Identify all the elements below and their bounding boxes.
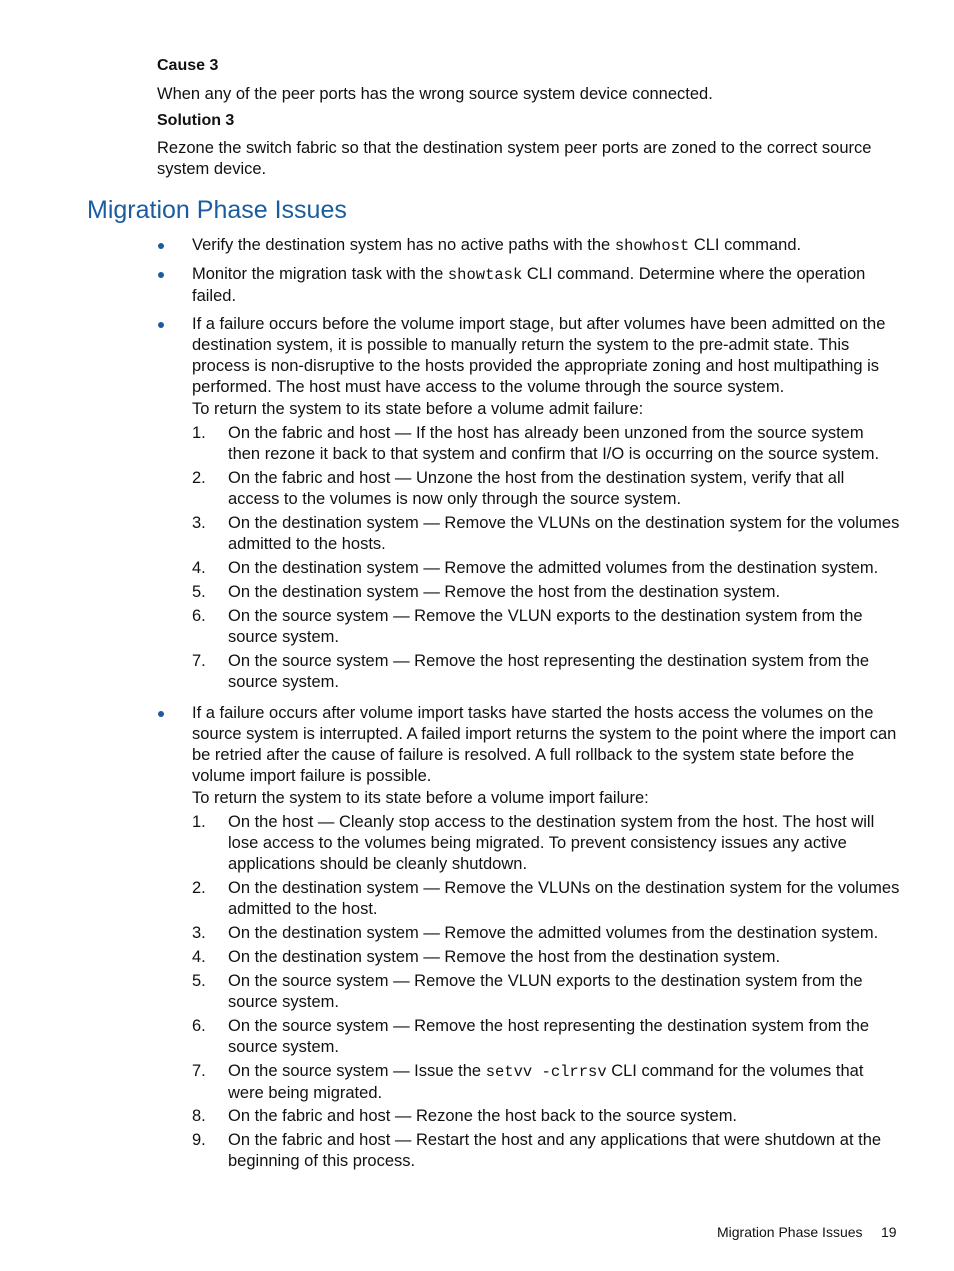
step-number: 6. xyxy=(192,607,206,625)
bullet-icon xyxy=(158,711,164,717)
bullet-text: Verify the destination system has no active paths with the xyxy=(192,236,615,254)
step-number: 7. xyxy=(192,1062,206,1080)
admit-failure-intro: To return the system to its state before a volume admit failure: xyxy=(192,400,644,418)
import-step: On the fabric and host — Rezone the host back to the source system. xyxy=(228,1107,738,1125)
step-text: On the source system — Issue the xyxy=(228,1062,486,1080)
step-number: 1. xyxy=(192,424,206,442)
step-number: 1. xyxy=(192,813,206,831)
import-step: On the host — Cleanly stop access to the destination system from the host. The host will lose access to the volumes being migrated. To prevent consistency issues any active applications should be cleanly shutdown. xyxy=(228,813,875,873)
cause-text: When any of the peer ports has the wrong source system device connected. xyxy=(157,85,713,103)
import-step: On the destination system — Remove the admitted volumes from the destination system. xyxy=(228,924,879,942)
step-number: 3. xyxy=(192,514,206,532)
admit-step: On the source system — Remove the host representing the destination system from the source system. xyxy=(228,652,870,691)
cli-command: showtask xyxy=(447,266,523,284)
import-step-setvv xyxy=(228,1061,900,1104)
step-number: 9. xyxy=(192,1131,206,1149)
step-number: 2. xyxy=(192,879,206,897)
bullet-admit-failure: If a failure occurs before the volume import stage, but after volumes have been admitted on the destination system, it is possible to manually return the system to the pre-admit state. This process is non-disruptive to the hosts provided the appropriate zoning and host multipathing is performed. The host must have access to the volume through the source system. xyxy=(192,315,886,396)
admit-step: On the destination system — Remove the VLUNs on the destination system for the volumes admitted to the hosts. xyxy=(228,514,900,553)
bullet-text: CLI command. Determine where the operation failed. xyxy=(192,265,866,305)
import-step: On the source system — Remove the VLUN exports to the destination system from the source system. xyxy=(228,972,863,1011)
step-number: 4. xyxy=(192,948,206,966)
admit-step: On the destination system — Remove the admitted volumes from the destination system. xyxy=(228,559,879,577)
admit-step: On the source system — Remove the VLUN exports to the destination system from the source system. xyxy=(228,607,863,646)
step-number: 7. xyxy=(192,652,206,670)
bullet-import-failure: If a failure occurs after volume import tasks have started the hosts access the volumes on the source system is interrupted. A failed import returns the system to the point where the import can be retried after the cause of failure is resolved. A full rollback to the system state before the volume import failure is possible. xyxy=(192,704,897,785)
import-step: On the destination system — Remove the VLUNs on the destination system for the volumes admitted to the host. xyxy=(228,879,900,918)
step-number: 5. xyxy=(192,583,206,601)
step-number: 5. xyxy=(192,972,206,990)
bullet-text: Monitor the migration task with the xyxy=(192,265,448,283)
step-text: CLI command for the volumes that were being migrated. xyxy=(228,1062,864,1102)
step-number: 2. xyxy=(192,469,206,487)
cli-command: showhost xyxy=(614,237,690,255)
section-title: Migration Phase Issues xyxy=(87,196,347,224)
solution-heading: Solution 3 xyxy=(157,112,235,129)
admit-step: On the fabric and host — Unzone the host from the destination system, verify that all access to the volumes is now only through the source system. xyxy=(228,469,845,508)
bullet-text: CLI command. xyxy=(689,236,802,254)
import-step: On the fabric and host — Restart the host and any applications that were shutdown at the beginning of this process. xyxy=(228,1131,882,1170)
bullet-showhost xyxy=(192,235,900,257)
admit-step: On the destination system — Remove the host from the destination system. xyxy=(228,583,781,601)
bullet-icon xyxy=(158,243,164,249)
step-number: 4. xyxy=(192,559,206,577)
import-failure-intro: To return the system to its state before a volume import failure: xyxy=(192,789,649,807)
step-number: 3. xyxy=(192,924,206,942)
cause-heading: Cause 3 xyxy=(157,57,219,74)
step-number: 8. xyxy=(192,1107,206,1125)
admit-step: On the fabric and host — If the host has already been unzoned from the source system then rezone it back to that system and confirm that I/O is occurring on the source system. xyxy=(228,424,880,463)
import-step: On the destination system — Remove the host from the destination system. xyxy=(228,948,781,966)
bullet-showtask xyxy=(192,264,900,307)
solution-text: Rezone the switch fabric so that the destination system peer ports are zoned to the correct source system device. xyxy=(157,139,872,178)
page-number: 19 xyxy=(881,1224,897,1240)
bullet-icon xyxy=(158,322,164,328)
cli-command: setvv -clrrsv xyxy=(485,1063,607,1081)
import-step: On the source system — Remove the host representing the destination system from the source system. xyxy=(228,1017,870,1056)
step-number: 6. xyxy=(192,1017,206,1035)
footer-title: Migration Phase Issues xyxy=(717,1224,863,1240)
bullet-icon xyxy=(158,272,164,278)
